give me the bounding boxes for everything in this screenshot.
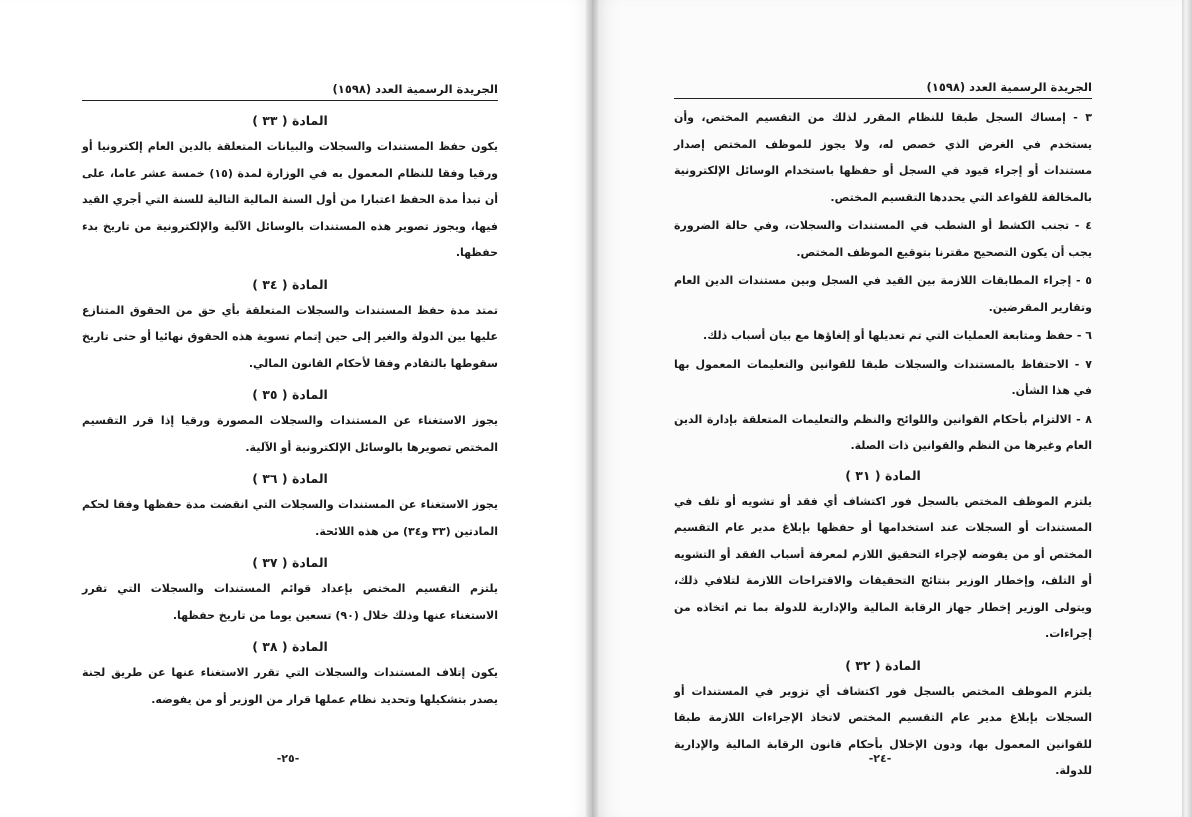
list-item: ٤ - تجنب الكشط أو الشطب في المستندات والسجلات، وفي حالة الضرورة يجب أن يكون التصحيح مقترنا بتوقيع الموظف المختص. <box>674 219 1092 259</box>
article-37-text: يلتزم التقسيم المختص بإعداد قوائم المستندات والسجلات التي تقرر الاستغناء عنها وذلك خلال (٩٠) تسعين يوما من تاريخ حفظها. <box>82 582 498 622</box>
article-38-title: المادة ( ٣٨ ) <box>252 639 328 654</box>
article-36-text: يجوز الاستغناء عن المستندات والسجلات التي انقضت مدة حفظها وفقا لحكم المادتين (٣٣ و٣٤) من هذه اللائحة. <box>82 498 498 538</box>
right-page <box>592 0 1182 817</box>
book-gutter <box>586 0 598 817</box>
list-item: ٣ - إمساك السجل طبقا للنظام المقرر لذلك من التقسيم المختص، وأن يستخدم في الغرض الذي خصص له، ولا يجوز للموظف المختص إصدار مستندات أو إجراء قيود في السجل أو حفظها باستخدام الوسائل الإلكترونية بالمخالفة للقواعد التي يحددها التقسيم المختص. <box>674 111 1092 204</box>
article-34-title: المادة ( ٣٤ ) <box>252 276 328 292</box>
page-number-right: -٢٤- <box>868 752 892 765</box>
article-32-text: يلتزم الموظف المختص بالسجل فور اكتشاف أي تزوير في المستندات أو السجلات بإبلاغ مدير عام التقسيم المختص لاتخاذ الإجراءات اللازمة طبقا للقوانين المعمول بها، ودون الإخلال بأحكام قانون الرقابة المالية والإدارية للدولة. <box>674 684 1092 777</box>
page-edge <box>1182 0 1192 817</box>
left-page <box>0 0 592 817</box>
article-31-title: المادة ( ٣١ ) <box>845 467 921 483</box>
article-34-text: تمتد مدة حفظ المستندات والسجلات المتعلقة بأي حق من الحقوق المتنازع عليها بين الدولة والغير إلى حين إتمام تسوية هذه الحقوق نهائيا أو حتى تاريخ سقوطها بالتقادم وفقا لأحكام القانون المالي. <box>82 303 498 370</box>
article-35-title: المادة ( ٣٥ ) <box>252 387 328 402</box>
page-number-left: -٢٥- <box>276 752 300 765</box>
article-35-text: يجوز الاستغناء عن المستندات والسجلات المصورة ورقيا إذا قرر التقسيم المختص تصويرها بالوسائل الإلكترونية أو الآلية. <box>82 414 498 454</box>
right-page-column <box>674 76 1092 789</box>
list-item: ٨ - الالتزام بأحكام القوانين واللوائح والنظم والتعليمات المتعلقة بإدارة الدين العام وغيرها من النظم والقوانين ذات الصلة. <box>674 412 1092 452</box>
obligations-list <box>674 105 1092 460</box>
running-header-left: الجريدة الرسمية العدد (١٥٩٨) <box>82 78 498 101</box>
article-32-title: المادة ( ٣٢ ) <box>845 657 921 673</box>
article-37-title: المادة ( ٣٧ ) <box>252 555 328 570</box>
article-36-title: المادة ( ٣٦ ) <box>252 471 328 486</box>
list-item: ٦ - حفظ ومتابعة العمليات التي تم تعديلها أو إلغاؤها مع بيان أسباب ذلك. <box>703 329 1092 342</box>
article-33-text: يكون حفظ المستندات والسجلات والبيانات المتعلقة بالدين العام إلكترونيا أو ورقيا وفقا للنظام المعمول به في الوزارة لمدة (١٥) خمسة عشر عاما، على أن تبدأ مدة الحفظ اعتبارا من أول السنة المالية التالية للسنة التي أجري القيد فيها، ويجوز تصوير هذه المستندات بالوسائل الآلية والإلكترونية من تاريخ بدء حفظها. <box>82 140 498 259</box>
list-item: ٧ - الاحتفاظ بالمستندات والسجلات طبقا للقوانين والتعليمات المعمول بها في هذا الشأن. <box>674 357 1092 397</box>
article-31-text: يلتزم الموظف المختص بالسجل فور اكتشاف أي فقد أو تشويه أو تلف في المستندات أو السجلات عند استخدامها أو حفظها بإبلاغ مدير عام التقسيم المختص أو من يفوضه لإجراء التحقيق اللازم لمعرفة أسباب الفقد أو التشويه أو التلف، وإخطار الوزير بنتائج التحقيقات والاقتراحات اللازمة لتلافي ذلك، ويتولى الوزير إخطار جهاز الرقابة المالية والإدارية للدولة بما تم اتخاذه من إجراءات. <box>674 494 1092 640</box>
article-38-text: يكون إتلاف المستندات والسجلات التي تقرر الاستغناء عنها عن طريق لجنة يصدر بتشكيلها وتحديد نظام عملها قرار من الوزير أو من يفوضه. <box>82 666 498 706</box>
list-item: ٥ - إجراء المطابقات اللازمة بين القيد في السجل وبين مستندات الدين العام وتقارير المقرضين. <box>674 274 1092 314</box>
article-33-title: المادة ( ٣٣ ) <box>252 113 328 128</box>
left-page-column <box>82 78 498 717</box>
running-header-right: الجريدة الرسمية العدد (١٥٩٨) <box>674 76 1092 99</box>
